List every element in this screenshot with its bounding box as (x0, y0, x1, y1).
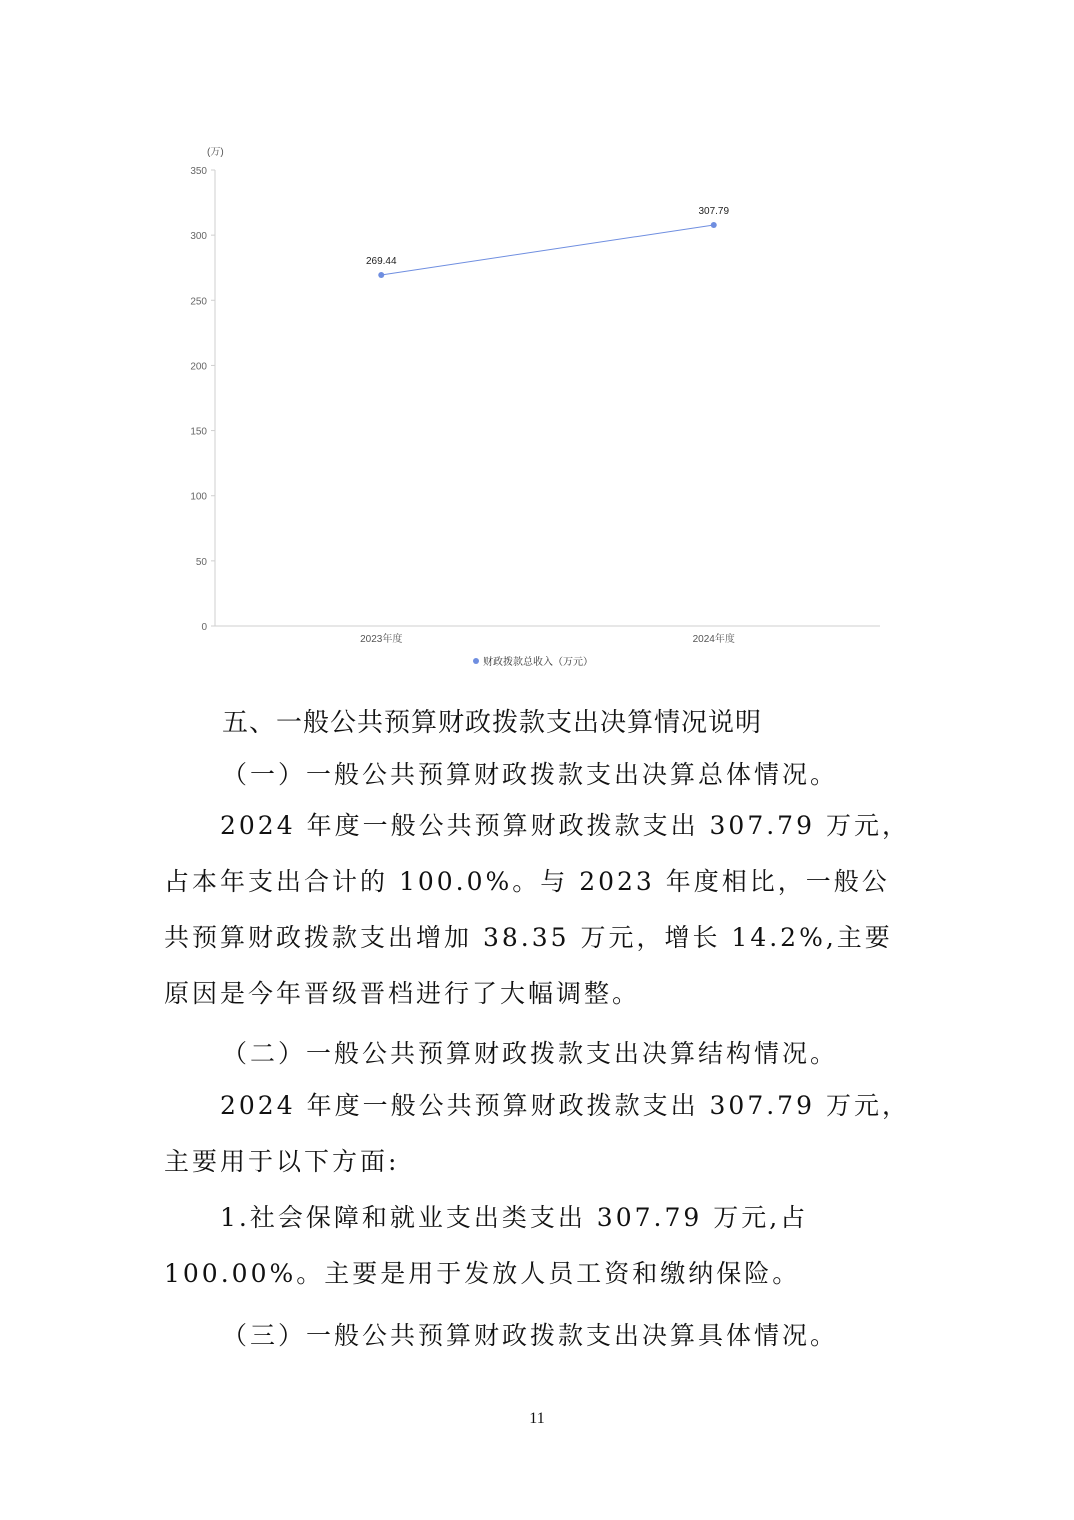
data-point (711, 222, 717, 228)
chart-legend (473, 655, 593, 668)
sub2-paragraph: 2024 年度一般公共预算财政拨款支出 307.79 万元，主要用于以下方面: (164, 1091, 910, 1176)
sub2-heading: （二）一般公共预算财政拨款支出决算结构情况。 (222, 1039, 839, 1068)
sub1-paragraph: 2024 年度一般公共预算财政拨款支出 307.79 万元，占本年支出合计的 100.0%。与 2023 年度相比，一般公共预算财政拨款支出增加 38.35 万元，增长 14.2%,主要原因是今年晋级晋档进行了大幅调整。 (164, 811, 910, 1008)
y-tick-label: 0 (201, 622, 207, 633)
sub1-heading: （一）一般公共预算财政拨款支出决算总体情况。 (222, 760, 839, 789)
legend-label: 财政拨款总收入（万元） (483, 657, 593, 668)
y-tick-label: 300 (190, 231, 207, 243)
sub3-heading: （三）一般公共预算财政拨款支出决算具体情况。 (222, 1321, 839, 1350)
y-tick-label: 200 (190, 361, 207, 373)
y-tick-label: 350 (190, 166, 207, 177)
data-label: 269.44 (365, 255, 397, 267)
y-axis-unit-label: (万) (207, 147, 224, 158)
item1-paragraph: 1.社会保障和就业支出类支出 307.79 万元,占 100.00%。主要是用于发放人员工资和缴纳保险。 (164, 1203, 809, 1288)
series-line (381, 225, 714, 275)
y-tick-label: 100 (190, 491, 207, 503)
page-number: 11 (529, 1410, 545, 1427)
x-tick-label: 2023年度 (360, 634, 403, 645)
x-tick-label: 2024年度 (692, 634, 735, 645)
y-tick-label: 50 (195, 556, 207, 568)
data-label: 307.79 (698, 205, 730, 217)
section-heading: 五、一般公共预算财政拨款支出决算情况说明 (222, 708, 763, 738)
income-line-chart (0, 0, 1074, 680)
y-tick-label: 150 (190, 426, 207, 438)
data-point (378, 272, 384, 278)
legend-marker (473, 658, 479, 664)
y-tick-label: 250 (190, 296, 207, 308)
